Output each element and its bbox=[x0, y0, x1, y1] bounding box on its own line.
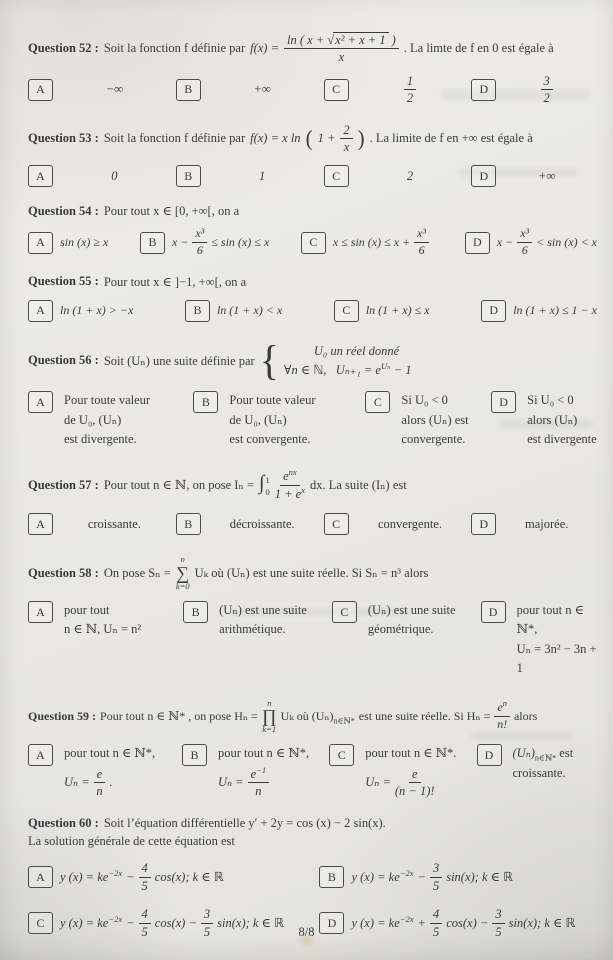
math-fraction bbox=[414, 227, 429, 258]
formula-segment: < sin (x) < x bbox=[536, 235, 597, 250]
question-54-label: Question 54 : bbox=[28, 203, 99, 218]
q55-option-c-text: ln (1 + x) ≤ x bbox=[365, 303, 430, 318]
question-57-outro: dx. La suite (Iₙ) est bbox=[310, 478, 407, 493]
option-line: convergente. bbox=[401, 432, 466, 447]
q58-option-c-box[interactable]: C bbox=[332, 601, 357, 623]
option-line: alors (Uₙ) bbox=[527, 412, 578, 427]
q57-option-b bbox=[176, 513, 324, 535]
q57-option-d bbox=[471, 513, 597, 535]
formula-segment: sin(x); k ∈ ℝ bbox=[508, 916, 576, 931]
q59-option-b-box[interactable]: B bbox=[182, 744, 207, 766]
q60-option-b-box[interactable]: B bbox=[319, 866, 344, 888]
question-55-text: Pour tout x ∈ ]−1, +∞[, on a bbox=[103, 274, 247, 289]
q58-option-d-box[interactable]: D bbox=[481, 601, 506, 623]
q52-option-c-box[interactable]: C bbox=[324, 79, 349, 101]
question-59-options bbox=[28, 744, 597, 798]
question-59-label: Question 59 : bbox=[28, 708, 97, 723]
question-59-intro: Pour tout n ∈ ℕ* , on pose Hₙ = bbox=[100, 708, 258, 723]
q53-option-d-text: +∞ bbox=[538, 168, 556, 183]
option-line: (Uₙ) est une suite bbox=[219, 603, 307, 617]
question-52-outro: . La limte de f en 0 est égale à bbox=[403, 40, 554, 55]
option-line: est divergente. bbox=[64, 432, 137, 447]
fraction-numerator: 4 bbox=[139, 861, 151, 877]
option-line bbox=[217, 764, 309, 799]
option-line: Si U₀ < 0 bbox=[401, 393, 448, 408]
q58-option-d bbox=[481, 601, 597, 679]
q54-option-c-box[interactable]: C bbox=[301, 232, 326, 254]
q56-option-d bbox=[491, 391, 597, 449]
radicand: x² + x + 1 bbox=[333, 32, 388, 47]
question-53-lhs: f(x) = x ln bbox=[250, 130, 301, 145]
formula-segment: y (x) = ke bbox=[351, 869, 400, 884]
exponent: x bbox=[301, 484, 305, 495]
question-57-options bbox=[28, 513, 597, 535]
system-line-1: U₀ un réel donné bbox=[313, 343, 400, 358]
question-60-label: Question 60 : bbox=[28, 816, 99, 831]
q52-option-b bbox=[176, 79, 324, 101]
math-fraction bbox=[94, 767, 106, 799]
q54-option-d bbox=[465, 227, 597, 258]
math-fraction bbox=[139, 861, 151, 893]
q55-option-b bbox=[185, 300, 282, 322]
q58-option-b-text bbox=[219, 601, 307, 640]
base: e bbox=[411, 766, 418, 781]
question-57-header bbox=[28, 469, 597, 501]
q60-option-a-box[interactable]: A bbox=[28, 866, 53, 888]
base: e bbox=[250, 766, 257, 781]
fraction-denominator: n bbox=[96, 784, 103, 799]
integral-sign: ∫ bbox=[259, 472, 265, 495]
fraction-denominator: x bbox=[338, 50, 345, 65]
base: e bbox=[283, 469, 289, 484]
formula-segment: x ≤ sin (x) ≤ x + bbox=[332, 235, 411, 250]
q60-option-b bbox=[319, 861, 597, 893]
math-fraction bbox=[494, 698, 510, 732]
question-60-options-row-1 bbox=[28, 861, 597, 893]
formula-segment: cos(x) − bbox=[446, 915, 489, 930]
q52-option-d-text bbox=[496, 74, 597, 106]
fraction-denominator: 6 bbox=[196, 243, 203, 258]
option-line bbox=[365, 767, 456, 799]
fraction-denominator: 5 bbox=[141, 878, 148, 893]
q60-option-a bbox=[28, 861, 319, 893]
radical-sign: √ bbox=[327, 33, 335, 47]
q54-option-c-text bbox=[333, 227, 433, 258]
math-fraction bbox=[517, 227, 532, 258]
q58-option-a-box[interactable]: A bbox=[28, 601, 53, 623]
formula-segment: y (x) = ke bbox=[60, 869, 109, 884]
formula-segment: (Uₙ) bbox=[512, 746, 535, 761]
q57-option-c-text: convergente. bbox=[377, 516, 442, 531]
fraction-denominator bbox=[275, 486, 305, 501]
option-line: pour tout n ∈ ℕ*, bbox=[217, 746, 310, 761]
q54-option-c bbox=[301, 227, 433, 258]
q54-option-d-text bbox=[497, 227, 597, 258]
fraction-numerator bbox=[248, 764, 270, 783]
question-60-line-1 bbox=[28, 816, 597, 831]
q58-option-c-text bbox=[368, 601, 456, 640]
formula-segment: Uₙ = bbox=[64, 774, 90, 789]
q53-option-a-box[interactable]: A bbox=[28, 165, 53, 187]
exponent: −2x bbox=[399, 867, 414, 878]
system-lines bbox=[284, 342, 412, 380]
formula-segment: Uₙ = bbox=[365, 774, 391, 789]
option-line: géométrique. bbox=[367, 622, 434, 637]
fraction-numerator bbox=[494, 698, 510, 717]
math-fraction bbox=[340, 123, 352, 155]
fraction-numerator: x³ bbox=[192, 227, 207, 243]
q60-option-c-box[interactable]: C bbox=[28, 912, 53, 934]
fraction-numerator: 3 bbox=[541, 74, 553, 90]
q55-option-a-box[interactable]: A bbox=[28, 300, 53, 322]
q52-option-b-box[interactable]: B bbox=[176, 79, 201, 101]
q55-option-b-box[interactable]: B bbox=[185, 300, 210, 322]
q60-option-a-text bbox=[60, 861, 224, 893]
formula-segment: − bbox=[126, 869, 135, 884]
formula-segment: Uₙ = bbox=[217, 774, 244, 789]
subscript: n∈ℕ* bbox=[534, 753, 557, 763]
q59-option-d bbox=[477, 744, 598, 783]
exponent: −2x bbox=[399, 913, 414, 924]
question-55-label: Question 55 : bbox=[28, 274, 99, 289]
math-fraction bbox=[430, 861, 442, 893]
q57-option-a bbox=[28, 513, 176, 535]
q52-option-d bbox=[471, 74, 597, 106]
q57-option-b-text: décroissante. bbox=[229, 516, 295, 531]
q54-option-b-box[interactable]: B bbox=[140, 232, 165, 254]
subscript: n∈ℕ* bbox=[333, 716, 355, 726]
q59-option-a-text bbox=[64, 744, 155, 798]
q55-option-c-box[interactable]: C bbox=[334, 300, 359, 322]
q59-option-c-text bbox=[365, 744, 456, 798]
q56-option-a bbox=[28, 391, 193, 449]
q54-option-d-box[interactable]: D bbox=[465, 232, 490, 254]
fraction-numerator: 4 bbox=[430, 907, 442, 923]
fraction-numerator bbox=[409, 767, 421, 783]
option-line: croissante. bbox=[512, 765, 566, 780]
q59-option-c-box[interactable]: C bbox=[329, 744, 354, 766]
fraction-denominator: 5 bbox=[432, 924, 440, 939]
q56-option-a-box[interactable]: A bbox=[28, 391, 53, 413]
product-lower-limit: k=1 bbox=[262, 723, 277, 734]
question-56-label: Question 56 : bbox=[28, 353, 99, 368]
q52-option-c-text bbox=[349, 74, 472, 106]
q59-option-d-text bbox=[513, 744, 574, 783]
left-paren: ( bbox=[305, 125, 313, 151]
q56-option-b-text bbox=[229, 391, 315, 449]
q56-option-b bbox=[193, 391, 365, 449]
fraction-denominator: 6 bbox=[521, 243, 528, 258]
fraction-numerator: 3 bbox=[201, 907, 213, 923]
formula-segment: y (x) = ke bbox=[60, 915, 109, 930]
q52-option-c bbox=[324, 74, 472, 106]
numerator-suffix: ) bbox=[391, 32, 396, 47]
q53-option-d bbox=[471, 165, 597, 187]
question-59-mid bbox=[281, 709, 355, 724]
q56-option-d-text bbox=[527, 391, 597, 449]
q56-option-a-text bbox=[64, 391, 150, 449]
math-fraction bbox=[275, 469, 305, 501]
question-53-outro: . La limite de f en +∞ est égale à bbox=[369, 130, 533, 145]
q54-option-a-text: sin (x) ≥ x bbox=[60, 235, 109, 250]
formula-segment: cos(x); k ∈ ℝ bbox=[154, 870, 224, 885]
fraction-denominator: 6 bbox=[418, 243, 425, 258]
option-line: arithmétique. bbox=[219, 622, 286, 637]
math-fraction bbox=[541, 74, 553, 106]
q57-option-b-box[interactable]: B bbox=[176, 513, 201, 535]
q57-option-c bbox=[324, 513, 472, 535]
q58-option-d-text bbox=[517, 601, 597, 679]
question-59-mid-post: est une suite réelle. Si Hₙ = bbox=[358, 708, 491, 723]
q55-option-a-text: ln (1 + x) > −x bbox=[60, 303, 134, 318]
math-fraction bbox=[192, 227, 207, 258]
question-57-intro: Pour tout n ∈ ℕ, on pose Iₙ = bbox=[103, 478, 254, 493]
question-60-header bbox=[28, 816, 597, 849]
question-60-line-2: La solution générale de cette équation est bbox=[28, 834, 235, 849]
sum-sign: ∑ bbox=[176, 562, 190, 583]
q56-option-d-box[interactable]: D bbox=[491, 391, 516, 413]
question-56-header bbox=[28, 336, 597, 384]
exponent: −2x bbox=[108, 913, 123, 924]
q60-option-d-box[interactable]: D bbox=[319, 912, 344, 934]
q55-option-a bbox=[28, 300, 133, 322]
math-fraction bbox=[248, 764, 270, 799]
q53-option-c bbox=[324, 165, 472, 187]
exponent: Uₙ bbox=[380, 360, 391, 371]
option-line: Pour toute valeur bbox=[229, 393, 316, 408]
formula-segment: x − bbox=[496, 235, 514, 250]
question-52-intro: Soit la fonction f définie par bbox=[103, 40, 246, 55]
integral-upper-limit: 1 bbox=[265, 475, 270, 486]
q53-option-c-text: 2 bbox=[406, 168, 414, 183]
q52-option-a bbox=[28, 79, 176, 101]
q57-option-a-text: croissante. bbox=[87, 516, 141, 531]
product-sign: ∏ bbox=[261, 705, 277, 726]
question-52-header bbox=[28, 32, 597, 65]
option-line: est divergente bbox=[527, 432, 597, 447]
question-53-intro: Soit la fonction f définie par bbox=[103, 130, 246, 145]
formula-segment: Uₖ où (Uₙ) bbox=[280, 708, 334, 723]
base: e bbox=[497, 700, 503, 715]
q59-option-a bbox=[28, 744, 182, 798]
q57-option-a-box[interactable]: A bbox=[28, 513, 53, 535]
q55-option-b-text: ln (1 + x) < x bbox=[216, 303, 283, 318]
formula-segment: − 1 bbox=[393, 362, 412, 377]
q58-option-b-box[interactable]: B bbox=[183, 601, 208, 623]
formula-segment: + bbox=[417, 915, 426, 930]
formula-segment: est bbox=[559, 746, 574, 761]
system-brace: { bbox=[259, 336, 279, 384]
q54-option-b-text bbox=[172, 227, 269, 258]
q58-option-a-text bbox=[64, 601, 141, 640]
question-53-options bbox=[28, 165, 597, 187]
fraction-denominator: 5 bbox=[141, 924, 148, 939]
question-60-text: Soit l’équation différentielle y′ + 2y = cos (x) − 2 sin(x). bbox=[103, 816, 386, 831]
fraction-numerator: 1 bbox=[404, 74, 416, 90]
q59-option-a-box[interactable]: A bbox=[28, 744, 53, 766]
integral bbox=[259, 473, 270, 497]
question-54-text: Pour tout x ∈ [0, +∞[, on a bbox=[103, 204, 240, 219]
option-line: pour tout n ∈ ℕ*, bbox=[64, 746, 156, 761]
question-59-outro: alors bbox=[513, 708, 538, 723]
q58-option-b bbox=[183, 601, 332, 640]
fraction-numerator: 2 bbox=[340, 123, 352, 139]
question-52-label: Question 52 : bbox=[28, 40, 99, 55]
option-line: pour tout n ∈ ℕ*, bbox=[516, 603, 584, 637]
formula-segment: cos(x) − bbox=[154, 915, 197, 930]
fraction-denominator: 5 bbox=[432, 878, 440, 893]
formula-segment: − bbox=[417, 869, 426, 884]
formula-segment: ∀n ∈ ℕ, Uₙ₊₁ = e bbox=[283, 362, 381, 377]
numerator-prefix: ln ( x + bbox=[287, 32, 325, 47]
q59-option-b-text bbox=[218, 744, 309, 798]
q53-option-c-box[interactable]: C bbox=[324, 165, 349, 187]
page-number: 8/8 bbox=[298, 925, 315, 939]
math-fraction bbox=[395, 767, 435, 799]
question-54-options bbox=[28, 227, 597, 258]
option-line: Pour toute valeur bbox=[64, 393, 151, 408]
q52-option-b-text: +∞ bbox=[253, 82, 271, 97]
q56-option-b-box[interactable]: B bbox=[193, 391, 218, 413]
question-59-header bbox=[28, 699, 597, 735]
fraction-denominator: 2 bbox=[406, 91, 414, 106]
question-58-intro: On pose Sₙ = bbox=[103, 566, 171, 581]
q52-option-a-text: −∞ bbox=[105, 82, 124, 97]
q55-option-d bbox=[481, 300, 597, 322]
option-line bbox=[513, 744, 574, 763]
q57-option-c-box[interactable]: C bbox=[324, 513, 349, 535]
fraction-denominator: n bbox=[255, 784, 262, 799]
exponent: n bbox=[502, 698, 507, 709]
formula-segment: . bbox=[109, 774, 113, 789]
system-line-2 bbox=[284, 361, 412, 380]
fraction-numerator: x³ bbox=[414, 227, 429, 243]
q53-option-b-box[interactable]: B bbox=[176, 165, 201, 187]
question-54-header bbox=[28, 203, 597, 219]
integral-lower-limit: 0 bbox=[265, 487, 270, 498]
formula-segment: sin(x); k ∈ ℝ bbox=[217, 916, 284, 931]
q57-option-d-box[interactable]: D bbox=[471, 513, 496, 535]
q54-option-b bbox=[140, 227, 269, 258]
sum-upper-limit: n bbox=[180, 554, 185, 565]
fraction-numerator: 4 bbox=[139, 907, 151, 923]
q57-option-d-text: majorée. bbox=[524, 516, 569, 531]
fraction-denominator: 5 bbox=[495, 924, 502, 939]
exponent: nx bbox=[288, 467, 297, 478]
question-53-header bbox=[28, 123, 597, 155]
option-line: est convergente. bbox=[229, 432, 311, 447]
option-line: de U₀, (Uₙ) bbox=[229, 412, 287, 427]
option-line: n ∈ ℕ, Uₙ = n² bbox=[64, 622, 142, 637]
summation bbox=[176, 555, 190, 591]
q53-option-b bbox=[176, 165, 324, 187]
q55-option-c bbox=[334, 300, 430, 322]
q55-option-d-text: ln (1 + x) ≤ 1 − x bbox=[513, 303, 597, 318]
q60-option-b-text bbox=[351, 861, 512, 893]
option-line: pour tout bbox=[64, 603, 110, 617]
formula-segment: ≤ sin (x) ≤ x bbox=[211, 235, 270, 250]
fraction-numerator bbox=[284, 32, 399, 49]
fraction-denominator: 2 bbox=[543, 91, 550, 106]
q56-option-c-box[interactable]: C bbox=[365, 391, 390, 413]
question-55-options bbox=[28, 300, 597, 322]
q52-option-a-box[interactable]: A bbox=[28, 79, 53, 101]
question-58-header bbox=[28, 555, 597, 591]
option-line: Si U₀ < 0 bbox=[527, 393, 574, 408]
fraction-denominator: n! bbox=[497, 716, 508, 731]
q53-option-a-text: 0 bbox=[111, 168, 118, 183]
base: 1 + e bbox=[274, 486, 302, 501]
q53-option-d-box[interactable]: D bbox=[471, 165, 496, 187]
question-58-post: Uₖ où (Uₙ) est une suite réelle. Si Sₙ = n³ alors bbox=[194, 566, 429, 581]
option-line: alors (Uₙ) est bbox=[401, 412, 469, 427]
q59-option-c bbox=[329, 744, 476, 798]
right-paren: ) bbox=[357, 125, 365, 151]
square-root bbox=[327, 32, 388, 47]
q56-option-c bbox=[365, 391, 491, 449]
formula-segment: − bbox=[126, 915, 135, 930]
formula-segment: y (x) = ke bbox=[351, 915, 400, 930]
sum-lower-limit: k=0 bbox=[175, 580, 190, 591]
q54-option-a-box[interactable]: A bbox=[28, 232, 53, 254]
math-fraction bbox=[284, 32, 399, 65]
question-52-options bbox=[28, 74, 597, 106]
exponent: −1 bbox=[256, 764, 267, 775]
question-56-intro: Soit (Uₙ) une suite définie par bbox=[103, 353, 255, 368]
base: e bbox=[96, 766, 103, 781]
fraction-numerator bbox=[94, 767, 106, 783]
fraction-numerator: 3 bbox=[430, 861, 442, 877]
q58-option-c bbox=[332, 601, 481, 640]
option-line: Uₙ = 3n² − 3n + 1 bbox=[516, 641, 597, 676]
q58-option-a bbox=[28, 601, 183, 640]
q59-option-d-box[interactable]: D bbox=[477, 744, 502, 766]
fraction-denominator: (n − 1)! bbox=[394, 784, 435, 799]
q55-option-d-box[interactable]: D bbox=[481, 300, 506, 322]
question-57-label: Question 57 : bbox=[28, 477, 99, 492]
question-52-lhs: f(x) = bbox=[250, 40, 280, 55]
formula-segment: x − bbox=[171, 235, 189, 250]
q52-option-d-box[interactable]: D bbox=[471, 79, 496, 101]
option-line: de U₀, (Uₙ) bbox=[64, 412, 122, 427]
q53-option-a bbox=[28, 165, 176, 187]
question-58-label: Question 58 : bbox=[28, 565, 99, 580]
math-fraction bbox=[404, 74, 416, 106]
fraction-denominator: 5 bbox=[203, 924, 211, 939]
product-upper-limit: n bbox=[267, 697, 272, 708]
question-58-options bbox=[28, 601, 597, 679]
exponent: −2x bbox=[108, 867, 123, 878]
fraction-numerator: x³ bbox=[517, 227, 532, 243]
q54-option-a bbox=[28, 232, 108, 254]
fraction-numerator bbox=[280, 469, 300, 485]
q56-option-c-text bbox=[401, 391, 468, 449]
question-55-header bbox=[28, 274, 597, 290]
product bbox=[262, 699, 277, 735]
inner-term: 1 + bbox=[317, 130, 336, 145]
question-56-options bbox=[28, 391, 597, 449]
question-53-label: Question 53 : bbox=[28, 130, 99, 145]
option-line: (Uₙ) est une suite bbox=[367, 603, 456, 617]
fraction-denominator: x bbox=[343, 139, 350, 154]
option-line bbox=[64, 767, 155, 799]
q59-option-b bbox=[182, 744, 329, 798]
q53-option-b-text: 1 bbox=[259, 168, 266, 183]
formula-segment: sin(x); k ∈ ℝ bbox=[446, 870, 513, 885]
option-line: pour tout n ∈ ℕ*. bbox=[365, 746, 457, 761]
fraction-numerator: 3 bbox=[492, 907, 504, 923]
